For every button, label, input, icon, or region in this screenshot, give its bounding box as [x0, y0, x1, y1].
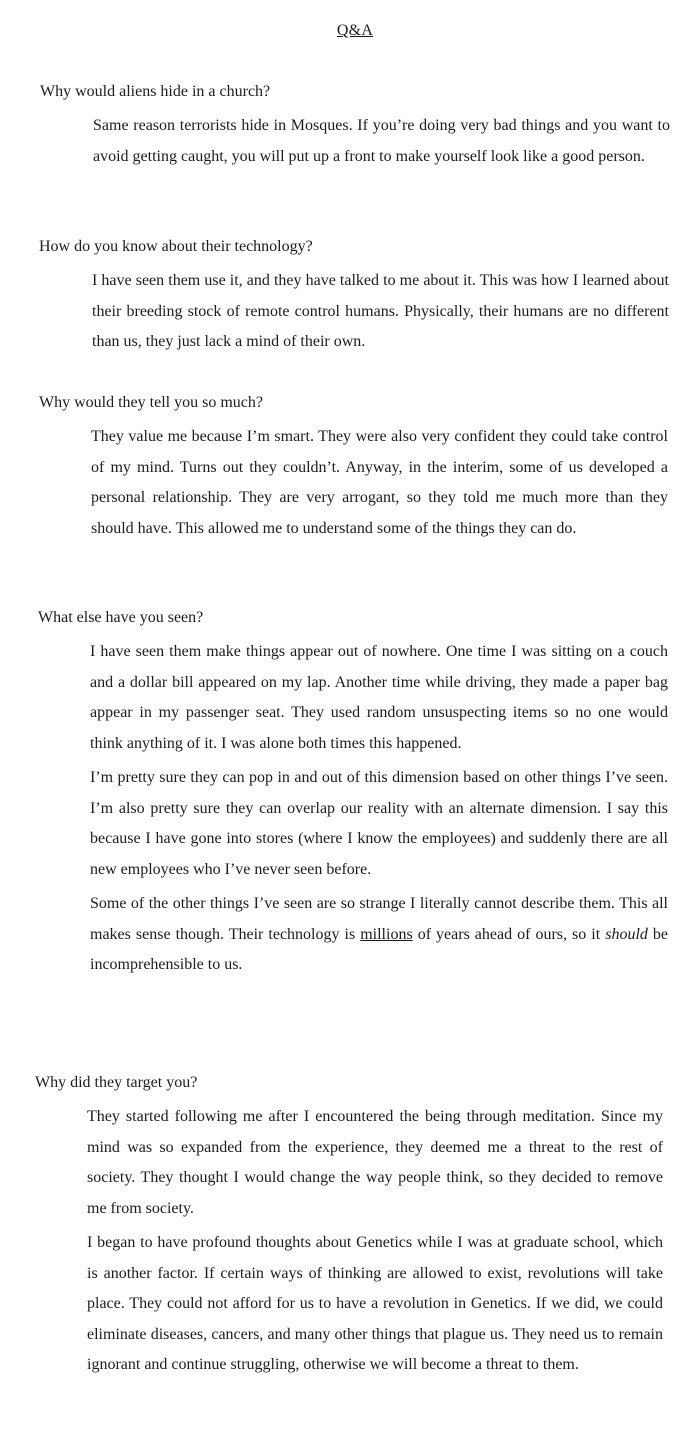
answer-4-paragraph-2: I’m pretty sure they can pop in and out of this dimension based on other things I’ve seen. I’m also pretty sure they can overlap our reality with an alternate dimension. I say this because I have gone into stores (where I know the employees) and suddenly there are all new employees who I’ve never seen before. — [90, 769, 668, 878]
underlined-word-millions: millions — [360, 925, 413, 943]
qa-section-4 — [38, 608, 678, 981]
answer-4-paragraph-3 — [90, 889, 668, 981]
qa-section-3 — [39, 393, 679, 544]
answer-4-paragraph-1: I have seen them make things appear out of nowhere. One time I was sitting on a couch and a dollar bill appeared on my lap. Another time while driving, they made a paper bag appear in my passenger seat. They used random unsuspecting items so no one would think anything of it. I was alone both times this happened. — [90, 643, 668, 752]
answer-3-paragraph-1: They value me because I’m smart. They were also very confident they could take control of my mind. Turns out they couldn’t. Anyway, in the interim, some of us developed a personal relationship. They are very arrogant, so they told me much more than they should have. This allowed me to understand some of the things they can do. — [91, 428, 668, 537]
question-1: Why would aliens hide in a church? — [40, 83, 271, 100]
qa-section-1 — [40, 82, 680, 172]
qa-section-2 — [39, 237, 679, 358]
question-4: What else have you seen? — [38, 609, 204, 626]
answer-4-paragraph-3-text-b: of years ahead of ours, so it — [412, 925, 606, 943]
answer-5-paragraph-1: They started following me after I encountered the being through meditation. Since my mind was so expanded from the experience, they deemed me a threat to the rest of society. They thought I would change the way people think, so they decided to remove me from society. — [87, 1108, 663, 1217]
question-2: How do you know about their technology? — [39, 238, 313, 255]
page-title: Q&A — [336, 22, 374, 39]
answer-5-paragraph-2: I began to have profound thoughts about Genetics while I was at graduate school, which is another factor. If certain ways of thinking are allowed to exist, revolutions will take place. They could not afford for us to have a revolution in Genetics. If we did, we could eliminate diseases, cancers, and many other things that plague us. They need us to remain ignorant and continue struggling, otherwise we will become a threat to them. — [87, 1234, 663, 1373]
answer-4-paragraph-3-text-c: be incomprehensible to us. — [90, 925, 669, 973]
answer-2-paragraph-1: I have seen them use it, and they have talked to me about it. This was how I learned about their breeding stock of remote control humans. Physically, their humans are no different than us, they just lack a mind of their own. — [92, 272, 669, 350]
answer-1-paragraph-1: Same reason terrorists hide in Mosques. If you’re doing very bad things and you want to avoid getting caught, you will put up a front to make yourself look like a good person. — [93, 117, 670, 165]
question-5: Why did they target you? — [35, 1074, 198, 1091]
italic-word-should: should — [605, 925, 648, 943]
answer-4-paragraph-3-text-a: Some of the other things I’ve seen are so strange I literally cannot describe them. This all makes sense though. Their technology is — [90, 895, 668, 943]
question-3: Why would they tell you so much? — [39, 394, 263, 411]
qa-section-5 — [35, 1073, 675, 1381]
